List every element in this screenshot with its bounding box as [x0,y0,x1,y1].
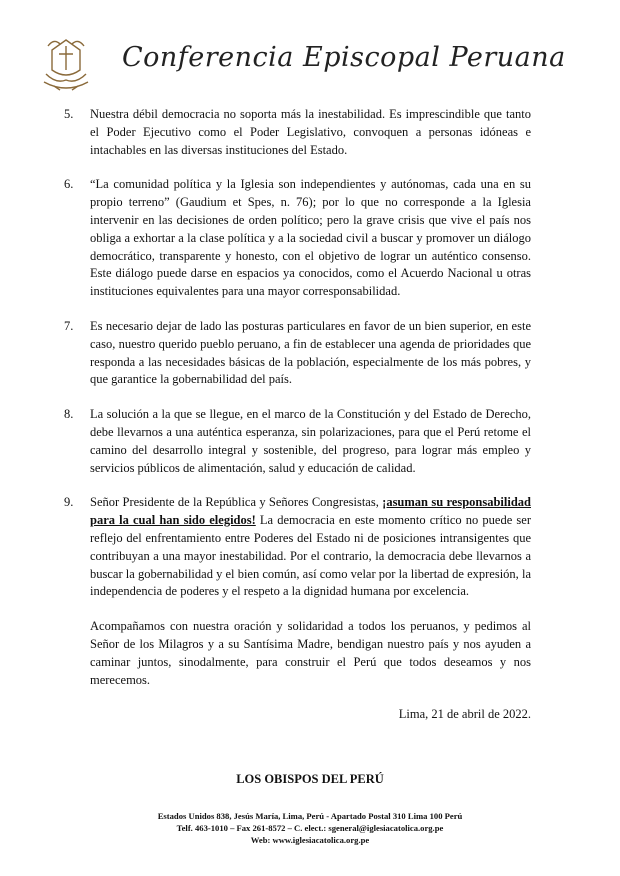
footer-web: Web: www.iglesiacatolica.org.pe [250,835,370,845]
paragraph-text: La solución a la que se llegue, en el marco de la Constitución y del Estado de Derecho, debe llevarnos a una auténtica esperanza, sin polarizaciones, para que el Perú retome el camino del desarrollo integral y sostenible, del progreso, para lograr más empleo y servicios públicos de alimentación, salud y educación de calidad. [90,407,531,475]
paragraph-number: 6. [64,177,74,192]
letter-date: Lima, 21 de abril de 2022. [398,707,531,722]
numbered-paragraph [64,494,531,601]
numbered-paragraph [64,176,531,301]
organization-title: Conferencia Episcopal Peruana [122,42,566,73]
emphasized-call: ¡asuman su responsabilidad para la cual han sido elegidos! [90,495,531,528]
footer-address: Estados Unidos 838, Jesús María, Lima, Perú - Apartado Postal 310 Lima 100 Perú [157,811,463,821]
closing-text: Acompañamos con nuestra oración y solidaridad a todos los peruanos, y pedimos al Señor de los Milagros y a su Santísima Madre, bendigan nuestro país y nos ayuden a caminar juntos, sinodalmente, para construir el Perú que todos deseamos y nos merecemos. [90,619,531,687]
text-before-emphasis: Señor Presidente de la República y Señores Congresistas, [90,495,383,510]
paragraph-number: 7. [64,318,74,333]
footer [0,810,620,846]
closing-paragraph [64,618,531,689]
paragraph-number: 8. [64,407,74,422]
numbered-paragraph [64,406,531,477]
paragraph-number: 9. [64,495,74,510]
paragraph-text [90,494,531,601]
episcopal-crest-icon [40,36,92,92]
paragraph-text: Nuestra débil democracia no soporta más la inestabilidad. Es imprescindible que tanto el Poder Ejecutivo como el Poder Legislativo, convoquen a personas idóneas e intachables en las diversas instituciones del Estado. [90,107,531,157]
paragraph-number: 5. [64,107,74,121]
paragraph-text: Es necesario dejar de lado las posturas particulares en favor de un bien superior, en este caso, nuestro querido pueblo peruano, a fin de establecer una agenda de prioridades que responda a las necesidades básicas de la población, especialmente de los más pobres, y que garantice la gobernabilidad del país. [90,318,531,387]
letterhead [40,36,580,96]
signature: LOS OBISPOS DEL PERÚ [236,772,384,786]
numbered-paragraph [64,106,531,159]
paragraph-text: “La comunidad política y la Iglesia son independientes y autónomas, cada una en su propio terreno” (Gaudium et Spes, n. 76); por lo que no corresponde a la Iglesia intervenir en las decisiones de orden político; pero la grave crisis que vive el país nos obliga a exhortar a la clase política y a la sociedad civil a buscar y promover un diálogo democrático, transparente y honesto, con el objetivo de lograr un auténtico consenso. Este diálogo puede darse en espacios ya conocidos, como el Acuerdo Nacional u otras instituciones equivalentes para una mayor corresponsabilidad. [90,177,531,299]
footer-contact: Telf. 463-1010 – Fax 261-8572 – C. elect.: sgeneral@iglesiacatolica.org.pe [176,823,444,833]
text-after-emphasis: La democracia en este momento crítico no puede ser reflejo del enfrentamiento entre Poderes del Estado ni de posiciones intransigentes que contribuyan a una mayor inestabilidad. Por el contrario, la democracia debe llevarnos a buscar la gobernabilidad y el bien común, así como velar por la libertad de expresión, la independencia de poderes y el respeto a la dignidad humana por excelencia. [90,513,531,599]
letter-body [64,106,531,724]
numbered-paragraph [64,318,531,389]
